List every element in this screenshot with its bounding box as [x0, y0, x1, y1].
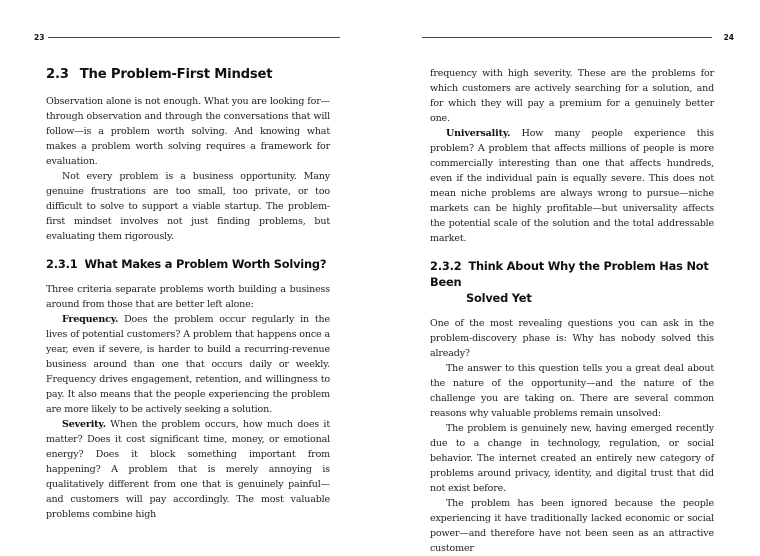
paragraph: Not every problem is a business opportunity. Many genuine frustrations are too small, too private, or too difficult to solve to support a viable startup. The problem-first mindset involves not just finding problems, but evaluating them rigorously.: [46, 171, 330, 242]
page-number: 24: [723, 33, 734, 42]
subsection-title: What Makes a Problem Worth Solving?: [84, 257, 327, 271]
section-title: The Problem-First Mindset: [79, 67, 273, 82]
subsection-number: 2.3.1: [46, 257, 78, 271]
left-column: [46, 66, 330, 522]
subsection-number: 2.3.2: [430, 259, 462, 273]
header-rule: [422, 37, 712, 38]
paragraph: The problem is genuinely new, having emerged recently due to a change in technology, regulation, or social behavior. The internet created an entirely new category of problems around privacy, identity, and digital trust that did not exist before.: [430, 423, 714, 494]
criterion-label: Severity.: [62, 419, 106, 430]
subsection-title: Think About Why the Problem Has Not Been: [430, 259, 709, 289]
subsection-heading: [430, 258, 714, 306]
criterion-frequency: [46, 312, 330, 417]
paragraph: One of the most revealing questions you can ask in the problem-discovery phase is: Why has nobody solved this already?: [430, 318, 714, 359]
paragraph: The problem has been ignored because the people experiencing it have traditionally lacked economic or social power—and therefore have not been seen as an attractive customer: [430, 498, 714, 554]
paragraph: Observation alone is not enough. What you are looking for—through observation and through the conversations that will follow—is a problem worth solving. And knowing what makes a problem worth solving requires a framework for evaluation.: [46, 96, 330, 167]
paragraph: The answer to this question tells you a great deal about the nature of the opportunity—and the nature of the challenge you are taking on. There are several common reasons why valuable problems remain unsolved:: [430, 363, 714, 419]
criterion-text: How many people experience this problem? A problem that affects millions of people is more commercially interesting than one that affects hundreds, even if the individual pain is equally severe. This does not mean niche problems are always wrong to pursue—niche markets can be highly profitable—but universality affects the potential scale of the solution and the total addressable market.: [430, 128, 714, 244]
right-column: [430, 66, 714, 556]
section-heading: [46, 66, 330, 84]
right-page: [380, 0, 760, 554]
subsection-heading: [46, 256, 330, 272]
subsection-title-continued: Solved Yet: [466, 291, 532, 305]
page-number: 23: [34, 33, 45, 42]
criterion-universality: [430, 126, 714, 246]
paragraph: Three criteria separate problems worth building a business around from those that are better left alone:: [46, 284, 330, 310]
left-page: [0, 0, 380, 544]
criterion-label: Universality.: [446, 128, 511, 139]
criterion-label: Frequency.: [62, 314, 119, 325]
criterion-text: Does the problem occur regularly in the lives of potential customers? A problem that happens once a year, even if severe, is harder to build a recurring-revenue business around than one that occurs daily or weekly. Frequency drives engagement, retention, and willingness to pay. It also means that the people experiencing the problem are more likely to be actively seeking a solution.: [46, 314, 330, 415]
criterion-severity: [46, 417, 330, 522]
paragraph: frequency with high severity. These are the problems for which customers are actively searching for a solution, and for which they will pay a premium for a genuinely better one.: [430, 68, 714, 124]
header-rule: [48, 37, 340, 38]
criterion-text: When the problem occurs, how much does it matter? Does it cost significant time, money, or emotional energy? Does it block something important from happening? A problem that is merely annoying is qualitatively different from one that is genuinely painful—and customers will pay accordingly. The most valuable problems combine high: [46, 419, 330, 520]
section-number: 2.3: [46, 67, 69, 82]
